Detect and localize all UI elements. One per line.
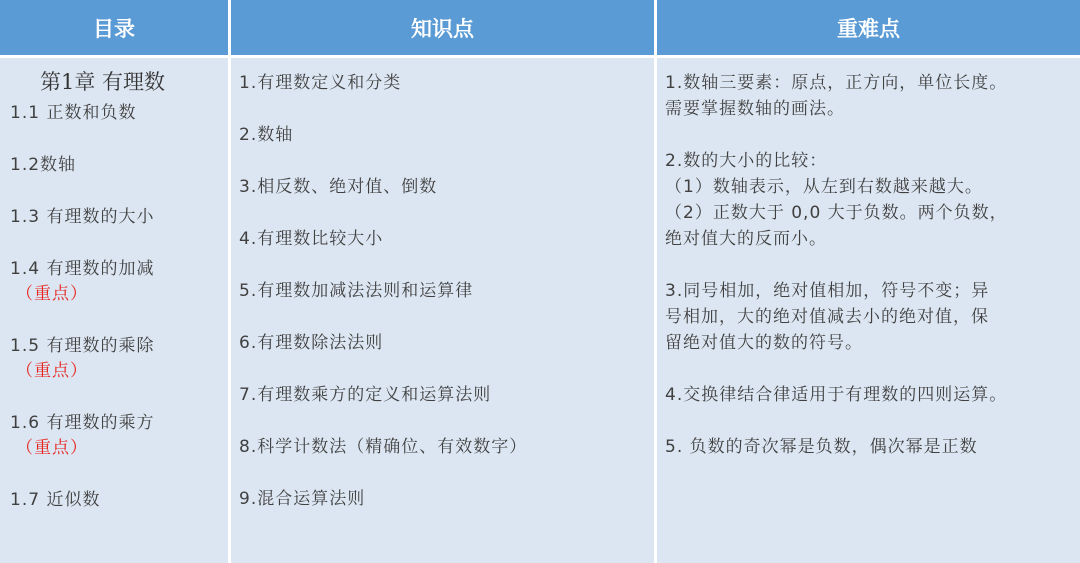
knowledge-item: 5.有理数加减法法则和运算律 xyxy=(239,281,474,301)
difficulty-line: 绝对值大的反而小。 xyxy=(665,229,827,249)
key-point-tag: （重点） xyxy=(16,361,88,381)
difficulty-line: （1）数轴表示，从左到右数越来越大。 xyxy=(665,177,983,197)
difficulty-line: 4.交换律结合律适用于有理数的四则运算。 xyxy=(665,385,1008,405)
contents-item-1-2: 1.2数轴 xyxy=(10,155,77,175)
chapter-title: 第1章 有理数 xyxy=(40,70,166,94)
contents-item-1-7: 1.7 近似数 xyxy=(10,490,101,510)
knowledge-item: 2.数轴 xyxy=(239,125,294,145)
key-point-tag: （重点） xyxy=(16,284,88,304)
header-contents: 目录 xyxy=(0,0,228,55)
knowledge-item: 3.相反数、绝对值、倒数 xyxy=(239,177,438,197)
difficulty-line: 1.数轴三要素：原点，正方向，单位长度。 xyxy=(665,73,1008,93)
contents-column xyxy=(0,58,228,563)
knowledge-item: 8.科学计数法（精确位、有效数字） xyxy=(239,437,528,457)
knowledge-item: 4.有理数比较大小 xyxy=(239,229,384,249)
difficulty-line: （2）正数大于 0,0 大于负数。两个负数， xyxy=(665,203,1008,223)
contents-item-1-4: 1.4 有理数的加减 xyxy=(10,259,155,279)
difficulty-line: 2.数的大小的比较： xyxy=(665,151,828,171)
difficulties-column xyxy=(657,58,1080,563)
difficulty-line: 号相加，大的绝对值减去小的绝对值，保 xyxy=(665,307,989,327)
knowledge-item: 7.有理数乘方的定义和运算法则 xyxy=(239,385,492,405)
knowledge-item: 1.有理数定义和分类 xyxy=(239,73,402,93)
difficulty-line: 5. 负数的奇次幂是负数，偶次幂是正数 xyxy=(665,437,978,457)
knowledge-column xyxy=(231,58,654,563)
knowledge-item: 9.混合运算法则 xyxy=(239,489,366,509)
contents-item-1-5: 1.5 有理数的乘除 xyxy=(10,336,155,356)
header-knowledge: 知识点 xyxy=(231,0,654,55)
knowledge-item: 6.有理数除法法则 xyxy=(239,333,384,353)
difficulty-line: 3.同号相加，绝对值相加，符号不变；异 xyxy=(665,281,990,301)
difficulty-line: 需要掌握数轴的画法。 xyxy=(665,99,845,119)
contents-item-1-1: 1.1 正数和负数 xyxy=(10,103,137,123)
contents-item-1-6: 1.6 有理数的乘方 xyxy=(10,413,155,433)
difficulty-line: 留绝对值大的数的符号。 xyxy=(665,333,863,353)
key-point-tag: （重点） xyxy=(16,438,88,458)
header-key-difficulties: 重难点 xyxy=(657,0,1080,55)
contents-item-1-3: 1.3 有理数的大小 xyxy=(10,207,155,227)
